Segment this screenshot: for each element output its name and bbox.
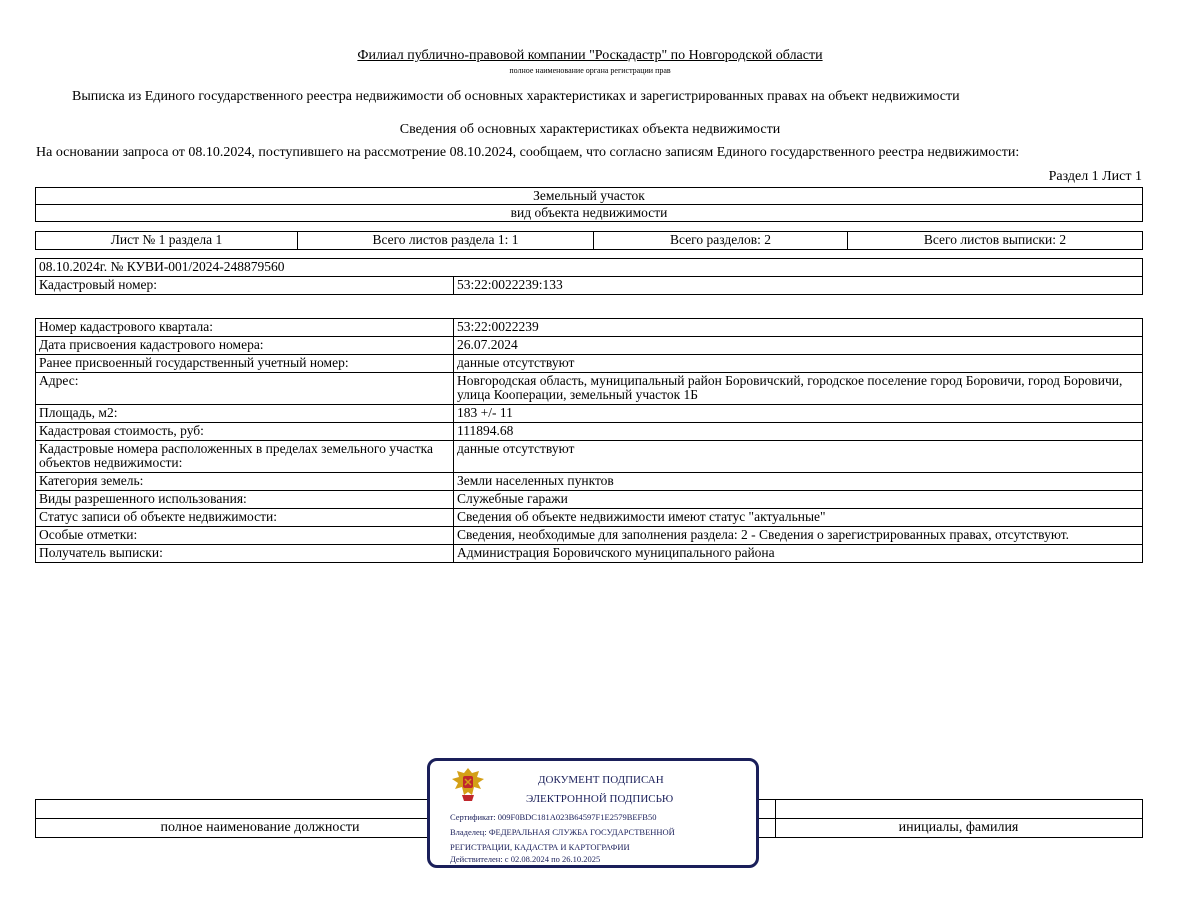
total-sections: Всего разделов: 2 xyxy=(594,232,848,250)
row-label: Получатель выписки: xyxy=(36,545,454,563)
document-title: Выписка из Единого государственного реестра недвижимости об основных характеристиках и зарегистрированных правах на объект недвижимости xyxy=(72,89,960,104)
row-label: Номер кадастрового квартала: xyxy=(36,319,454,337)
name-caption: инициалы, фамилия xyxy=(898,820,1019,835)
row-value: 111894.68 xyxy=(454,423,1143,441)
row-label: Виды разрешенного использования: xyxy=(36,491,454,509)
characteristics-table xyxy=(35,318,1143,563)
stamp-line-2: ЭЛЕКТРОННОЙ ПОДПИСЬЮ xyxy=(526,793,674,805)
row-value: 183 +/- 11 xyxy=(454,405,1143,423)
table-row xyxy=(36,491,1143,509)
row-value: Сведения об объекте недвижимости имеют статус "актуальные" xyxy=(454,509,1143,527)
row-value: Земли населенных пунктов xyxy=(454,473,1143,491)
object-type-table xyxy=(35,187,1143,222)
sheet-number: Лист № 1 раздела 1 xyxy=(36,232,298,250)
table-row xyxy=(36,509,1143,527)
row-label: Площадь, м2: xyxy=(36,405,454,423)
row-value: данные отсутствуют xyxy=(454,355,1143,373)
row-value: 26.07.2024 xyxy=(454,337,1143,355)
organization-name: Филиал публично-правовой компании "Роскадастр" по Новгородской области xyxy=(357,48,823,63)
document-subtitle: Сведения об основных характеристиках объекта недвижимости xyxy=(399,122,781,137)
reference-table xyxy=(35,258,1143,295)
cadastral-number-label: Кадастровый номер: xyxy=(36,277,454,295)
stamp-owner-line-2: РЕГИСТРАЦИИ, КАДАСТРА И КАРТОГРАФИИ xyxy=(450,842,630,852)
table-row xyxy=(36,441,1143,473)
row-value: Служебные гаражи xyxy=(454,491,1143,509)
table-row xyxy=(36,473,1143,491)
total-section-sheets: Всего листов раздела 1: 1 xyxy=(298,232,594,250)
cadastral-number-value: 53:22:0022239:133 xyxy=(454,277,1143,295)
section-sheet-label: Раздел 1 Лист 1 xyxy=(1048,169,1142,184)
table-row xyxy=(36,337,1143,355)
row-value: Администрация Боровичского муниципального района xyxy=(454,545,1143,563)
table-row xyxy=(36,355,1143,373)
table-row xyxy=(36,405,1143,423)
stamp-certificate: Сертификат: 009F0BDC181A023B64597F1E2579BEFB50 xyxy=(450,812,657,822)
row-label: Адрес: xyxy=(36,373,454,405)
stamp-owner-line-1: Владелец: ФЕДЕРАЛЬНАЯ СЛУЖБА ГОСУДАРСТВЕННОЙ xyxy=(450,827,675,837)
table-row xyxy=(36,373,1143,405)
row-value: Сведения, необходимые для заполнения раздела: 2 - Сведения о зарегистрированных правах, отсутствуют. xyxy=(454,527,1143,545)
row-value: данные отсутствуют xyxy=(454,441,1143,473)
row-label: Кадастровые номера расположенных в пределах земельного участка объектов недвижимости: xyxy=(36,441,454,473)
total-extract-sheets: Всего листов выписки: 2 xyxy=(848,232,1143,250)
electronic-signature-stamp xyxy=(427,758,759,868)
object-type-caption: вид объекта недвижимости xyxy=(36,205,1143,222)
extract-date-number: 08.10.2024г. № КУВИ-001/2024-248879560 xyxy=(36,259,1143,277)
object-type-value: Земельный участок xyxy=(36,188,1143,205)
row-value: 53:22:0022239 xyxy=(454,319,1143,337)
row-label: Особые отметки: xyxy=(36,527,454,545)
row-label: Кадастровая стоимость, руб: xyxy=(36,423,454,441)
request-text: На основании запроса от 08.10.2024, поступившего на рассмотрение 08.10.2024, сообщаем, что согласно записям Единого государственного реестра недвижимости: xyxy=(36,145,1020,160)
row-value: Новгородская область, муниципальный район Боровичский, городское поселение город Боровичи, город Боровичи, улица Кооперации, земельный участок 1Б xyxy=(454,373,1143,405)
coat-of-arms-icon xyxy=(448,765,488,803)
position-caption: полное наименование должности xyxy=(160,820,360,835)
stamp-line-1: ДОКУМЕНТ ПОДПИСАН xyxy=(538,774,664,786)
table-row xyxy=(36,423,1143,441)
table-row xyxy=(36,527,1143,545)
table-row xyxy=(36,319,1143,337)
row-label: Дата присвоения кадастрового номера: xyxy=(36,337,454,355)
stamp-validity: Действителен: с 02.08.2024 по 26.10.2025 xyxy=(450,854,601,864)
table-row xyxy=(36,545,1143,563)
sheets-table xyxy=(35,231,1143,250)
row-label: Статус записи об объекте недвижимости: xyxy=(36,509,454,527)
row-label: Категория земель: xyxy=(36,473,454,491)
signature-divider xyxy=(1142,799,1143,837)
row-label: Ранее присвоенный государственный учетный номер: xyxy=(36,355,454,373)
organization-caption: полное наименование органа регистрации прав xyxy=(509,66,671,75)
